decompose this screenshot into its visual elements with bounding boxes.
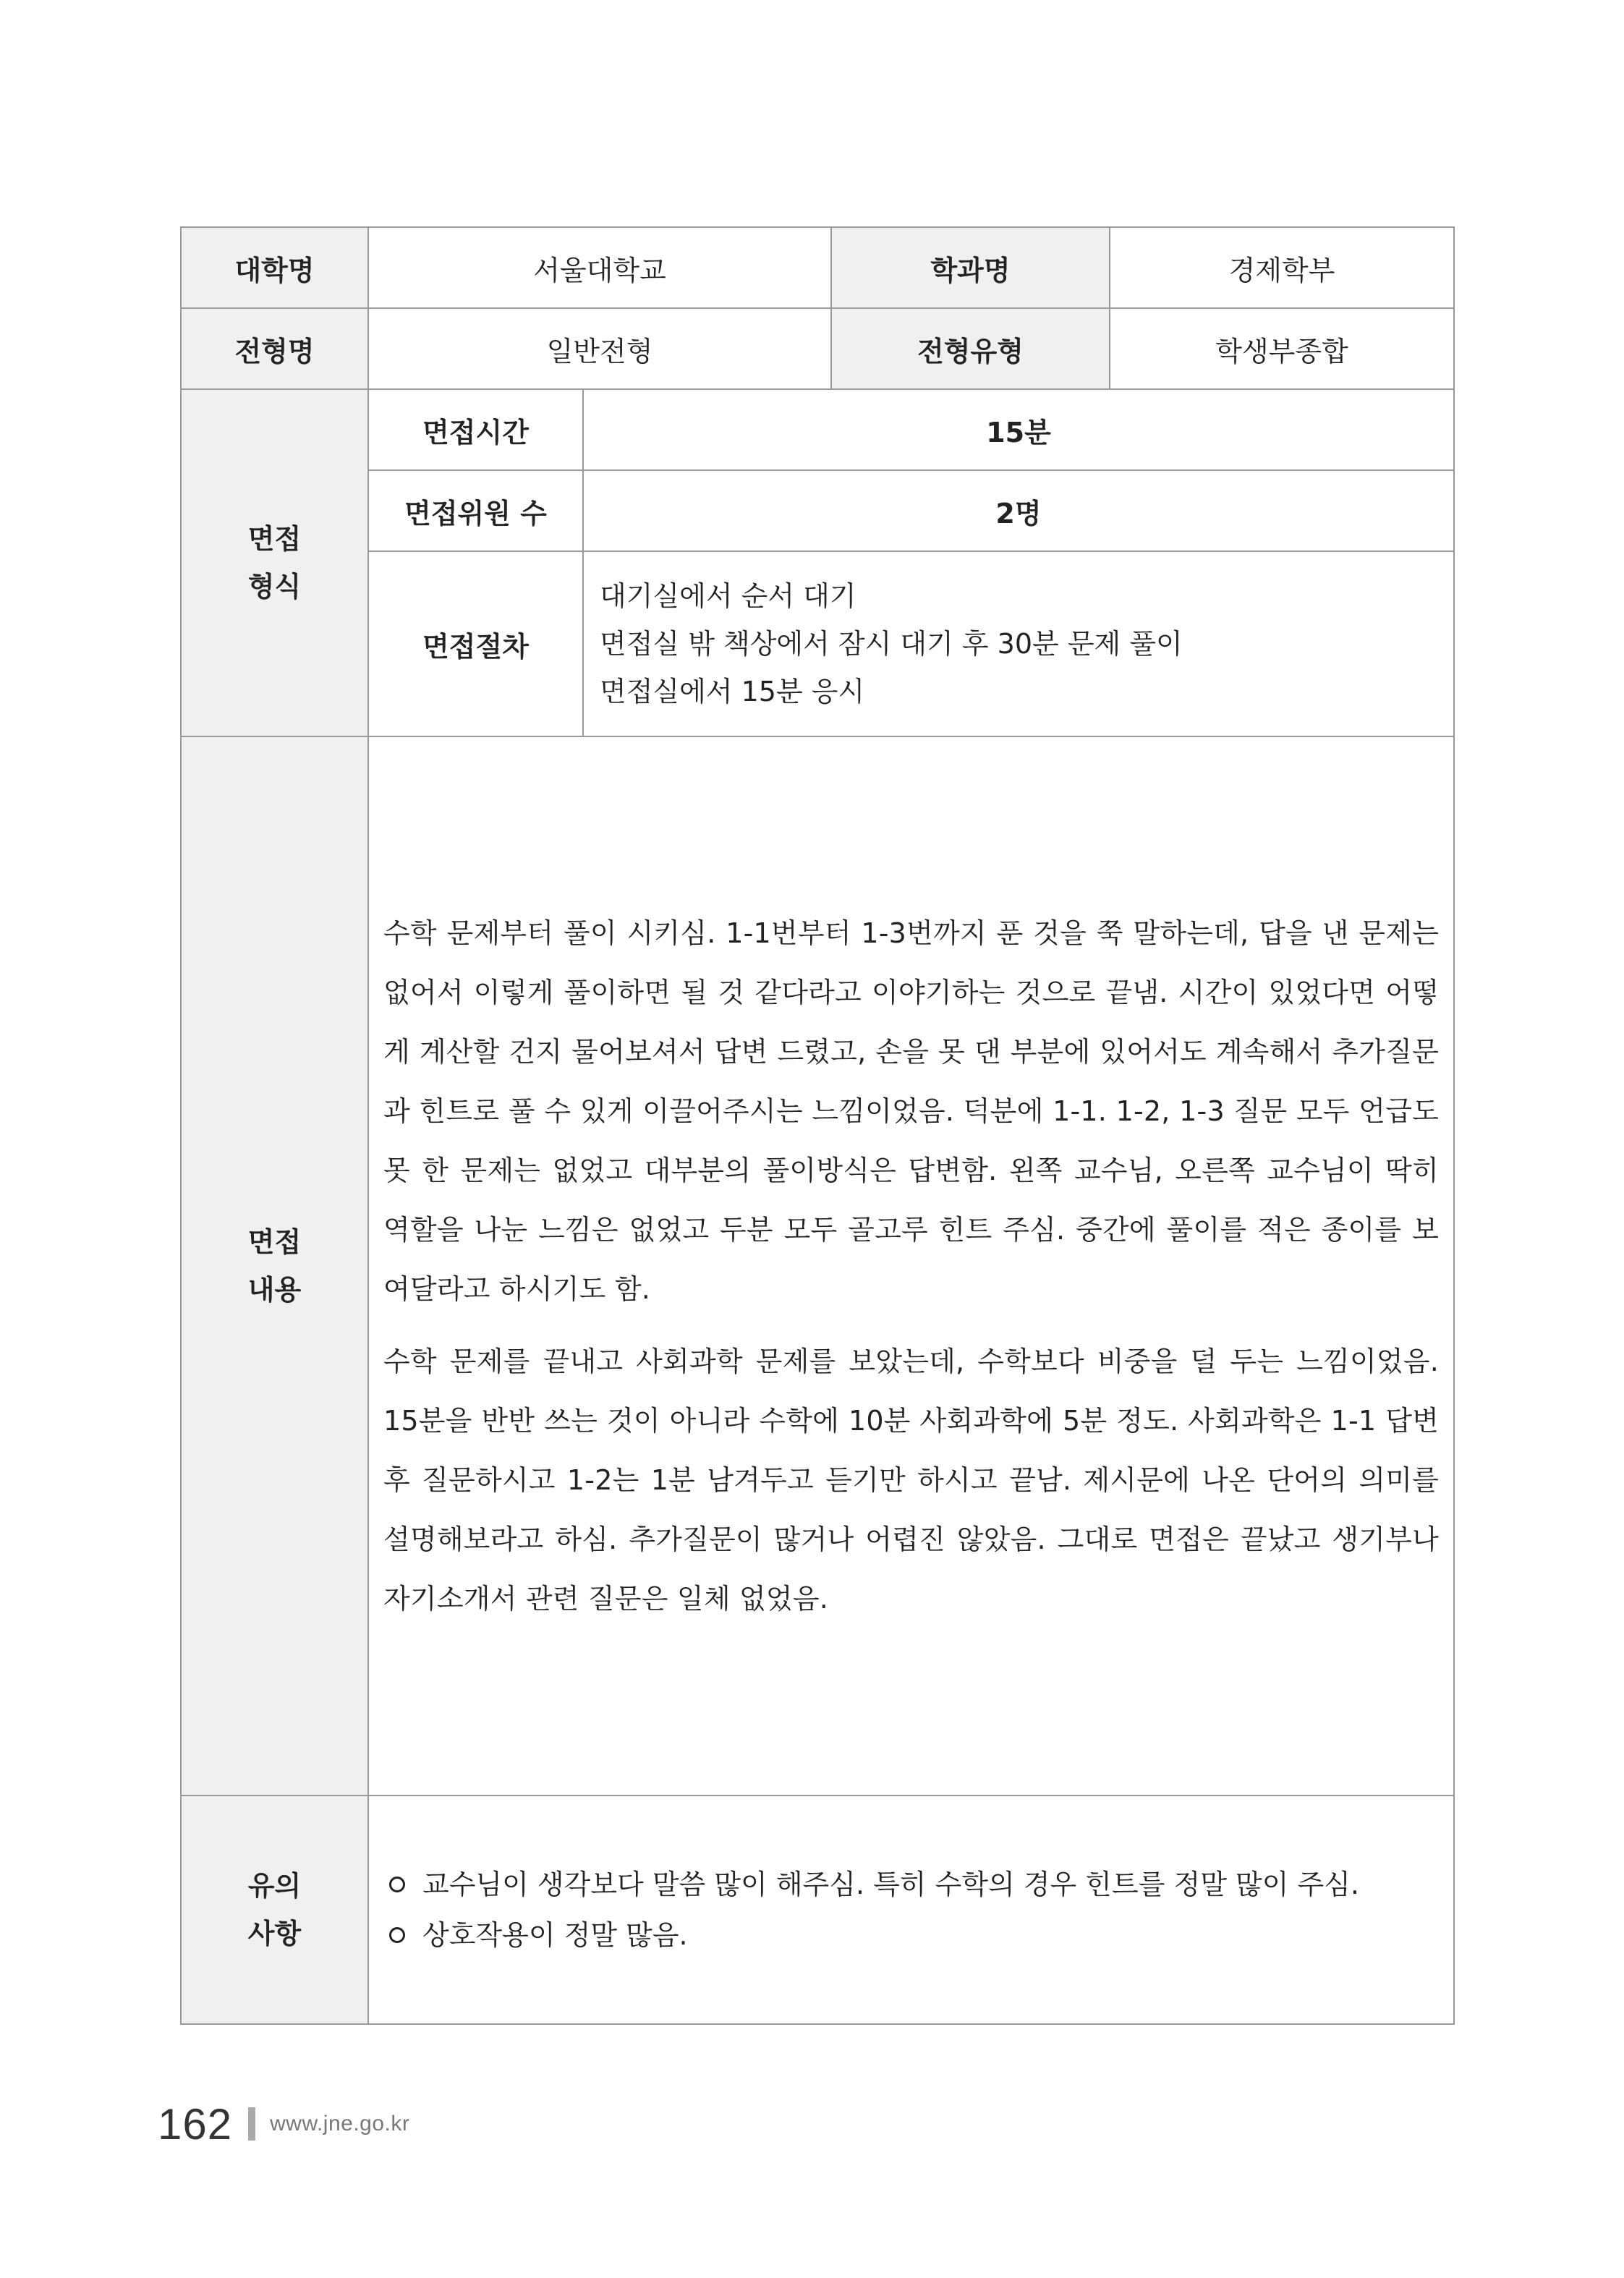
interview-time-value: 15분 (583, 389, 1454, 470)
procedure-line: 면접실에서 15분 응시 (600, 676, 865, 707)
admission-type-value: 학생부종합 (1110, 308, 1454, 389)
procedure-value (583, 551, 1454, 736)
note-item (383, 1859, 1439, 1910)
procedure-line: 대기실에서 순서 대기 (600, 580, 856, 612)
content-label-line2: 내용 (247, 1274, 302, 1306)
footer-url: www.jne.go.kr (270, 2112, 410, 2135)
footer-divider-bar (248, 2107, 255, 2141)
interview-info-table (180, 226, 1455, 2025)
note-text: 교수님이 생각보다 말씀 많이 해주심. 특히 수학의 경우 힌트를 정말 많이 주심. (422, 1869, 1359, 1900)
interview-time-row (181, 389, 1454, 470)
circle-bullet-icon (389, 1877, 405, 1892)
interview-content-label (181, 736, 368, 1795)
procedure-row (181, 551, 1454, 736)
university-row (181, 227, 1454, 308)
content-paragraph: 수학 문제를 끝내고 사회과학 문제를 보았는데, 수학보다 비중을 덜 두는 느낌이었음. 15분을 반반 쓰는 것이 아니라 수학에 10분 사회과학에 5분 정도. 사회과학은 1-1 답변 후 질문하시고 1-2는 1분 남겨두고 듣기만 하시고 끝남. 제시문에 나온 단어의 의미를 설명해보라고 하심. 추가질문이 많거나 어렵진 않았음. 그대로 면접은 끝났고 생기부나 자기소개서 관련 질문은 일체 없었음. (383, 1346, 1440, 1615)
notes-label (181, 1795, 368, 2024)
format-label-line2: 형식 (247, 571, 302, 603)
interview-time-label: 면접시간 (368, 389, 583, 470)
interview-content-value (368, 736, 1454, 1795)
admission-label: 전형명 (181, 308, 368, 389)
page-number: 162 (158, 2099, 233, 2149)
admission-value: 일반전형 (368, 308, 831, 389)
university-label: 대학명 (181, 227, 368, 308)
interview-format-label (181, 389, 368, 736)
interviewers-value: 2명 (583, 470, 1454, 551)
note-text: 상호작용이 정말 많음. (422, 1919, 688, 1951)
interviewers-row (181, 470, 1454, 551)
admission-type-label: 전형유형 (831, 308, 1110, 389)
format-label-line1: 면접 (247, 523, 302, 555)
admission-row (181, 308, 1454, 389)
interviewers-label: 면접위원 수 (368, 470, 583, 551)
notes-row (181, 1795, 1454, 2024)
department-value: 경제학부 (1110, 227, 1454, 308)
notes-label-line1: 유의 (247, 1870, 302, 1902)
procedure-label: 면접절차 (368, 551, 583, 736)
content-row (181, 736, 1454, 1795)
content-label-line1: 면접 (247, 1226, 302, 1258)
department-label: 학과명 (831, 227, 1110, 308)
page-footer (158, 2095, 409, 2153)
notes-value (368, 1795, 1454, 2024)
content-paragraph: 수학 문제부터 풀이 시키심. 1-1번부터 1-3번까지 푼 것을 쭉 말하는데, 답을 낸 문제는 없어서 이렇게 풀이하면 될 것 같다라고 이야기하는 것으로 끝냄. 시간이 있었다면 어떻게 계산할 건지 물어보셔서 답변 드렸고, 손을 못 댄 부분에 있어서도 계속해서 추가질문과 힌트로 풀 수 있게 이끌어주시는 느낌이었음. 덕분에 1-1. 1-2, 1-3 질문 모두 언급도 못 한 문제는 없었고 대부분의 풀이방식은 답변함. 왼쪽 교수님, 오른쪽 교수님이 딱히 역할을 나눈 느낌은 없었고 두분 모두 골고루 힌트 주심. 중간에 풀이를 적은 종이를 보여달라고 하시기도 함. (383, 917, 1440, 1305)
procedure-line: 면접실 밖 책상에서 잠시 대기 후 30분 문제 풀이 (600, 628, 1183, 660)
note-item (383, 1910, 1439, 1960)
notes-label-line2: 사항 (247, 1918, 302, 1950)
university-value: 서울대학교 (368, 227, 831, 308)
circle-bullet-icon (389, 1927, 405, 1943)
